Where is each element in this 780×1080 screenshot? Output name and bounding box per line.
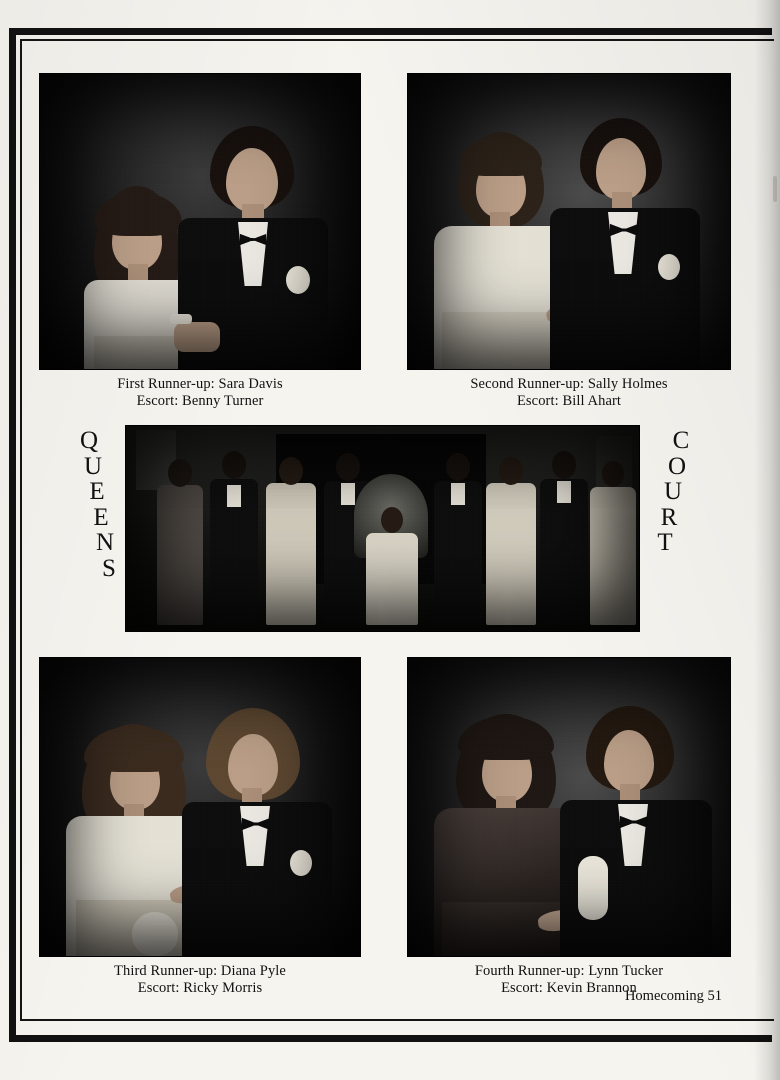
court-vertical-label [648, 428, 694, 556]
photo-cell-fourth-runner-up [408, 658, 730, 997]
court-letter: T [657, 529, 673, 556]
photo-second-runner-up [408, 74, 730, 369]
photo-cell-second-runner-up [408, 74, 730, 410]
photo-queens-court [126, 426, 639, 631]
queens-court-section [40, 426, 730, 636]
queens-letter: E [89, 478, 105, 505]
caption-line-1: First Runner-up: Sara Davis [117, 376, 283, 392]
caption-second-runner-up [408, 376, 730, 410]
photo-vignette [408, 74, 730, 369]
queens-letter: S [102, 554, 116, 582]
queens-letter: U [83, 452, 103, 480]
photo-first-runner-up [40, 74, 360, 369]
queens-letter: Q [79, 427, 99, 454]
court-letter: O [667, 452, 687, 480]
caption-first-runner-up [40, 376, 360, 410]
caption-line-1: Second Runner-up: Sally Holmes [470, 376, 668, 392]
photo-vignette [408, 658, 730, 956]
queens-letter: E [93, 503, 109, 531]
court-letter: R [660, 503, 678, 531]
queens-vertical-label [74, 428, 120, 581]
photo-cell-third-runner-up [40, 658, 360, 997]
photo-third-runner-up [40, 658, 360, 956]
caption-line-1: Fourth Runner-up: Lynn Tucker [474, 963, 664, 979]
photo-vignette [126, 426, 639, 631]
court-letter: C [672, 427, 690, 454]
photo-cell-first-runner-up [40, 74, 360, 410]
photo-fourth-runner-up [408, 658, 730, 956]
queens-letter: N [95, 529, 115, 556]
page-edge-nick [773, 176, 777, 202]
photo-vignette [40, 658, 360, 956]
caption-line-1: Third Runner-up: Diana Pyle [114, 963, 286, 979]
court-letter: U [663, 478, 683, 505]
caption-line-2: Escort: Bill Ahart [516, 393, 622, 410]
page-content [40, 68, 730, 1013]
caption-third-runner-up [40, 963, 360, 997]
photo-row-top [40, 74, 730, 410]
photo-vignette [40, 74, 360, 369]
caption-line-2: Escort: Kevin Brannon [501, 980, 637, 997]
photo-row-bottom [40, 658, 730, 997]
page-folio: Homecoming 51 [624, 988, 722, 1004]
caption-line-2: Escort: Ricky Morris [137, 980, 263, 997]
caption-line-2: Escort: Benny Turner [136, 393, 264, 410]
